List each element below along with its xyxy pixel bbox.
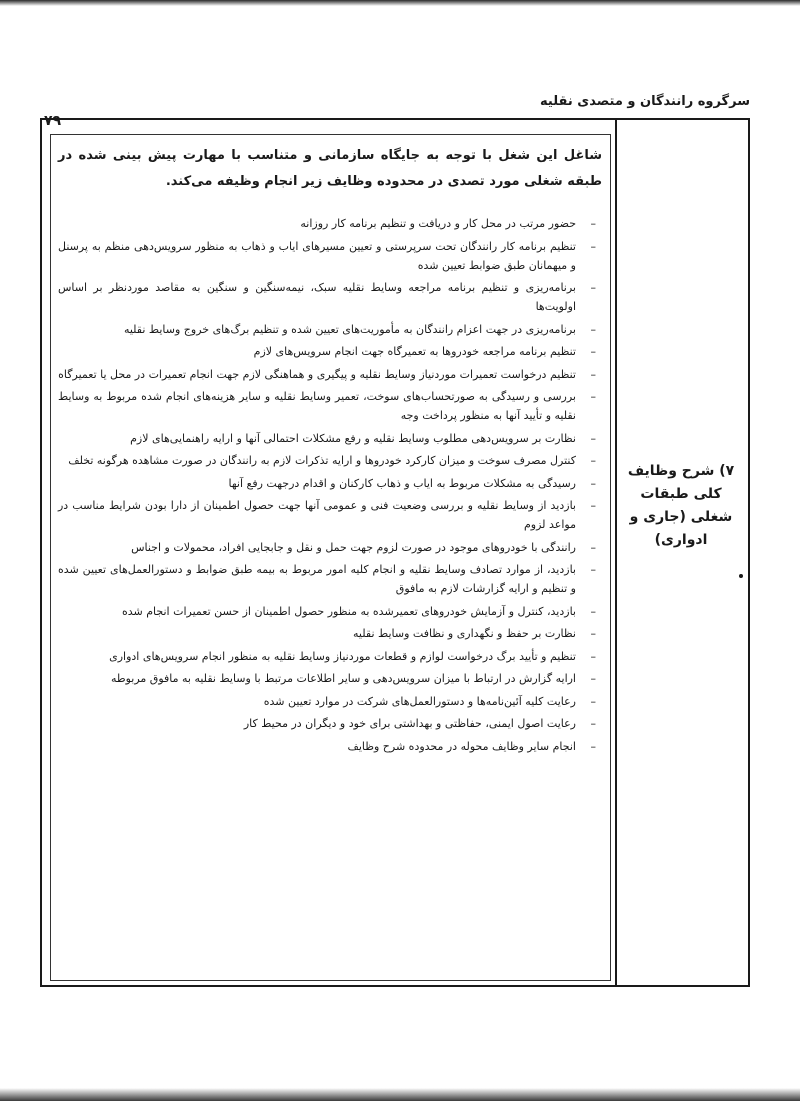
duty-item [58,669,598,688]
duty-item [58,474,598,493]
duty-item [58,602,598,621]
list-dash: – [590,390,596,403]
duty-text: نظارت بر سرویس‌دهی مطلوب وسایط نقلیه و رفع مشکلات احتمالی آنها و ارایه راهنمایی‌های لازم [130,431,576,445]
list-dash: – [590,431,596,445]
duty-item [58,496,598,534]
duty-text: رعایت کلیه آئین‌نامه‌ها و دستورالعمل‌های شرکت در موارد تعیین شده [263,694,576,708]
duty-text: حضور مرتب در محل کار و دریافت و تنظیم برنامه کار روزانه [300,217,576,230]
duty-item [58,714,598,733]
duty-item [58,647,598,666]
section-label-job-duties: ۷) شرح وظایف کلی طبقات شغلی (جاری و ادواری) [627,463,735,548]
duty-item [58,214,598,233]
duty-item [58,538,598,557]
duty-text: برنامه‌ریزی در جهت اعزام رانندگان به مأموریت‌های تعیین شده و تنظیم برگ‌های خروج وسایط نقلیه [123,322,576,336]
duty-text: تنظیم درخواست تعمیرات موردنیاز وسایط نقلیه و پیگیری و هماهنگی لازم جهت انجام تعمیرات در محل یا تعمیرگاه [58,367,576,381]
duty-item [58,429,598,448]
duty-item [58,387,598,425]
list-dash: – [590,499,596,512]
duty-text: رعایت اصول ایمنی، حفاظتی و بهداشتی برای خود و دیگران در محیط کار [243,717,576,730]
duty-text: تنظیم برنامه مراجعه خودروها به تعمیرگاه جهت انجام سرویس‌های لازم [253,345,576,358]
duty-item [58,278,598,316]
duty-item [58,624,598,643]
list-dash: – [590,454,596,467]
list-dash: – [590,540,596,554]
duty-text: کنترل مصرف سوخت و میزان کارکرد خودروها و ارایه تذکرات لازم به رانندگان در صورت مشاهده هرگونه تخلف [68,454,576,467]
duty-text: بررسی و رسیدگی به صورتحساب‌های سوخت، تعمیر وسایط نقلیه و سایر هزینه‌های انجام شده مربوط به وسایط نقلیه و تأیید آنها به منظور پرداخت وجه [58,390,576,422]
duty-text: تنظیم و تأیید برگ درخواست لوازم و قطعات موردنیاز وسایط نقلیه به منظور انجام سرویس‌های ادواری [109,649,576,663]
duty-item [58,365,598,384]
duty-text: برنامه‌ریزی و تنظیم برنامه مراجعه وسایط نقلیه سبک، نیمه‌سنگین و سنگین به مقاصد موردنظر بر اساس اولویت‌ها [58,281,576,313]
duty-text: بازدید، از موارد تصادف وسایط نقلیه و انجام کلیه امور مربوط به بیمه طبق ضوابط و دستورالعمل‌های تعیین شده و تنظیم و ارایه گزارشات لازم به مافوق [58,563,576,595]
list-dash: – [590,322,596,336]
list-dash: – [590,627,596,640]
page-bottom-edge [0,1088,800,1101]
margin-dot-mark [739,574,743,578]
duty-item [58,692,598,711]
duty-text: ارایه گزارش در ارتباط با میزان سرویس‌دهی و سایر اطلاعات مرتبط با وسایط نقلیه به مافوق مربوطه [110,672,576,685]
list-dash: – [590,739,596,753]
duty-item [58,737,598,756]
list-dash: – [590,476,596,490]
duty-item [58,560,598,598]
list-dash: – [590,604,596,618]
duty-text: نظارت بر حفظ و نگهداری و نظافت وسایط نقلیه [353,627,576,640]
list-dash: – [590,281,596,294]
duty-item [58,237,598,275]
duties-intro-paragraph: شاغل این شغل با توجه به جایگاه سازمانی و متناسب با مهارت پیش بینی شده در طبقه شغلی مورد تصدی در محدوده وظایف زیر انجام وظیفه می‌کند. [58,148,602,189]
duty-item [58,451,598,470]
duty-text: بازدید از وسایط نقلیه و بررسی وضعیت فنی و عمومی آنها جهت حصول اطمینان از دارا بودن شرایط مناسب در مواعد لزوم [58,499,576,531]
column-divider [615,120,617,985]
list-dash: – [590,563,596,576]
list-dash: – [590,694,596,708]
duty-text: بازدید، کنترل و آزمایش خودروهای تعمیرشده به منظور حصول اطمینان از حسن تعمیرات انجام شده [121,604,576,618]
list-dash: – [590,367,596,381]
page-top-edge [0,0,800,6]
duty-text: رسیدگی به مشکلات مربوط به ایاب و ذهاب کارکنان و اقدام درجهت رفع آنها [228,476,576,490]
list-dash: – [590,672,596,685]
page-number: ۷۹ [44,113,62,129]
duty-text: انجام سایر وظایف محوله در محدوده شرح وظایف [347,739,576,753]
duties-list [58,214,598,759]
duty-text: رانندگی با خودروهای موجود در صورت لزوم جهت حمل و نقل و جابجایی افراد، محمولات و اجناس [131,540,576,554]
list-dash: – [590,217,596,230]
job-description-table [40,118,750,987]
list-dash: – [590,649,596,663]
list-dash: – [590,345,596,358]
duty-text: تنظیم برنامه کار رانندگان تحت سرپرستی و تعیین مسیرهای ایاب و ذهاب به منظور سرویس‌دهی منظم به پرسنل و میهمانان طبق ضوابط تعیین شده [58,239,576,272]
document-header-title: سرگروه رانندگان و متصدی نقلیه [540,94,750,109]
duty-item [58,320,598,339]
list-dash: – [590,717,596,730]
duty-item [58,342,598,361]
list-dash: – [590,239,596,253]
